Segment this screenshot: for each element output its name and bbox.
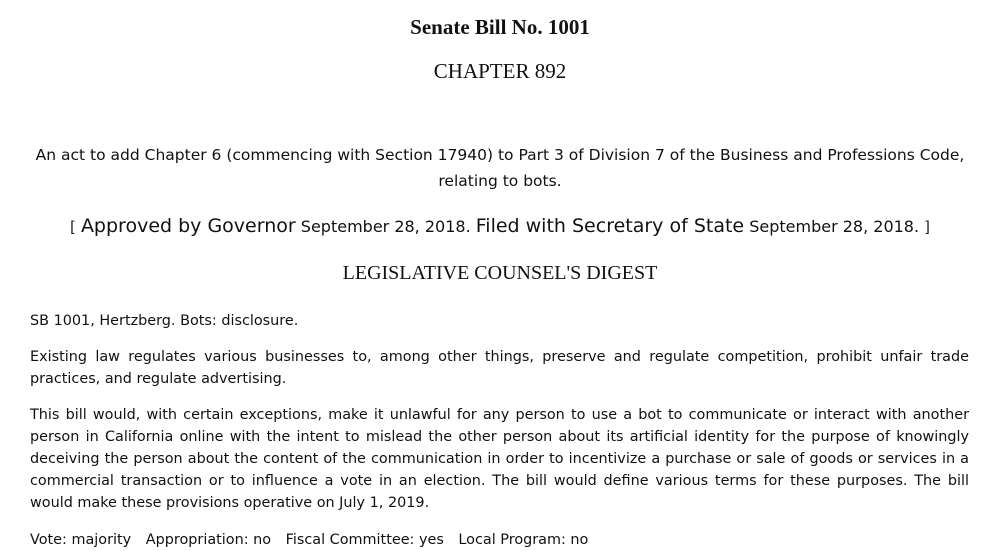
digest-summary-line: SB 1001, Hertzberg. Bots: disclosure. bbox=[30, 313, 299, 329]
act-description: An act to add Chapter 6 (commencing with Section 17940) to Part 3 of Division 7 of the Business and Professions Code, relating to bots. bbox=[35, 146, 965, 190]
fiscal-committee-label: Fiscal Committee: yes bbox=[285, 532, 444, 548]
digest-heading: LEGISLATIVE COUNSEL'S DIGEST bbox=[342, 262, 658, 284]
this-bill-paragraph: This bill would, with certain exceptions, make it unlawful for any person to use a bot to communicate or interact with another person in California online with the intent to mislead the other person about its artificial identity for the purpose of knowingly deceiving the person about the content of the communication in order to incentivize a purchase or sale of goods or services in a commercial transaction or to influence a vote in an election. The bill would define various terms for these purposes. The bill would make these provisions operative on July 1, 2019. bbox=[30, 407, 969, 511]
approval-close-bracket: ] bbox=[924, 218, 931, 236]
approval-open-bracket: [ bbox=[69, 218, 76, 236]
existing-law-paragraph: Existing law regulates various businesses to, among other things, preserve and regulate competition, prohibit unfair trade practices, and regulate advertising. bbox=[30, 349, 969, 387]
filed-date: September 28, 2018. bbox=[749, 217, 920, 236]
bill-title: Senate Bill No. 1001 bbox=[410, 15, 590, 39]
local-program-label: Local Program: no bbox=[458, 532, 589, 548]
chapter-number: CHAPTER 892 bbox=[433, 59, 567, 83]
vote-label: Vote: majority bbox=[30, 532, 132, 548]
approved-by-governor-label: Approved by Governor bbox=[80, 215, 296, 237]
appropriation-label: Appropriation: no bbox=[145, 532, 272, 548]
filed-secretary-of-state-label: Filed with Secretary of State bbox=[475, 215, 745, 237]
vote-info-line bbox=[30, 529, 969, 551]
approval-line bbox=[0, 215, 993, 237]
approved-date: September 28, 2018. bbox=[300, 217, 471, 236]
